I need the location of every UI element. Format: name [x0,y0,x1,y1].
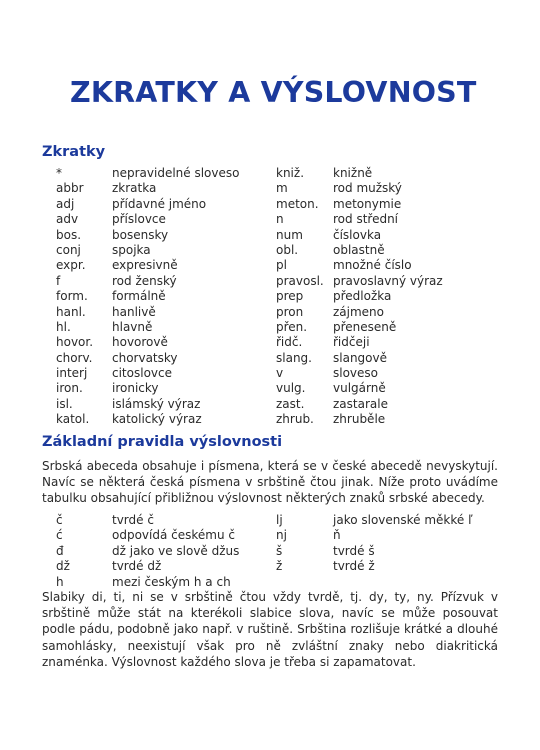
abbreviation: řidč. [276,335,303,350]
letter: lj [276,513,283,527]
abbreviation: conj [56,242,81,257]
abbreviation-meaning: přeneseně [333,319,397,334]
letter: š [276,543,283,558]
abbreviation: zhrub. [276,412,314,427]
abbreviation-meaning: ironicky [112,381,159,396]
abbreviation-meaning: hlavně [112,319,153,334]
abbreviation: meton. [276,196,319,211]
abbreviation: interj [56,366,88,381]
page-title: ZKRATKY A VÝSLOVNOST [70,76,477,109]
abbreviation-meaning: pravoslavný výraz [333,273,443,288]
abbreviation-meaning: zhruběle [333,412,386,427]
abbreviation: hanl. [56,304,86,319]
abbreviation-meaning: zastarale [333,396,388,411]
abbreviation: prep [276,289,304,304]
abbreviation-meaning: sloveso [333,366,379,381]
abbreviation-meaning: citoslovce [112,366,172,381]
abbreviation-meaning: číslovka [333,227,382,242]
letter: dž [56,559,70,574]
letter-pronunciation: jako slovenské měkké ľ [333,513,473,527]
abbreviation-meaning: oblastně [333,242,385,257]
abbreviation: slang. [276,350,312,365]
abbreviation: m [276,181,288,196]
letter: ć [56,528,63,543]
abbreviation-meaning: formálně [112,289,166,304]
abbreviation-meaning: vulgárně [333,381,386,396]
abbreviation: f [56,273,61,288]
letter: h [56,574,64,589]
letter-pronunciation: tvrdé ž [333,559,375,574]
abbreviation: * [56,166,62,180]
letter-pronunciation: mezi českým h a ch [112,574,231,589]
letter-pronunciation: ň [333,528,341,543]
abbreviation: adv [56,212,79,227]
abbreviation: abbr [56,181,84,196]
abbreviation: pravosl. [276,273,324,288]
abbreviation-meaning: předložka [333,289,392,304]
abbreviation: v [276,366,284,381]
letter: nj [276,528,287,543]
abbreviation-meaning: metonymie [333,196,402,211]
abbreviation: kniž. [276,166,305,180]
abbreviation: bos. [56,227,82,242]
abbreviation: adj [56,196,75,211]
abbreviation-meaning: knižně [333,166,373,180]
abbreviation-meaning: bosensky [112,227,169,242]
abbreviation-meaning: zkratka [112,181,157,196]
abbreviation-meaning: zájmeno [333,304,385,319]
abbreviations-heading: Zkratky [42,144,106,160]
abbreviation-meaning: příslovce [112,212,166,227]
abbreviation-meaning: spojka [112,242,151,257]
letter: đ [56,543,64,558]
abbreviation-meaning: rod střední [333,212,399,227]
abbreviation: iron. [56,381,83,396]
abbreviation-meaning: rod ženský [112,273,177,288]
abbreviation-meaning: expresivně [112,258,178,273]
abbreviation-meaning: hanlivě [112,304,156,319]
abbreviation-meaning: islámský výraz [112,396,201,411]
abbreviation: num [276,227,303,242]
abbreviation-meaning: hovorově [112,335,168,350]
letter-pronunciation: dž jako ve slově džus [112,543,240,558]
abbreviation: chorv. [56,350,93,365]
abbreviation: hovor. [56,335,94,350]
abbreviation: zast. [276,396,305,411]
abbreviation-meaning: chorvatsky [112,350,178,365]
pronunciation-intro: Srbská abeceda obsahuje i písmena, která se v české abecedě nevyskytují. Navíc se některá česká písmena v srbštině čtou jinak. Níže proto uvádíme tabulku obsahující přibližnou výslovnost některých znaků srbské abecedy. [42,459,498,506]
abbreviation-meaning: slangově [333,350,387,365]
abbreviation: expr. [56,258,86,273]
abbreviation-meaning: nepravidelné sloveso [112,166,240,180]
letter: ž [276,559,283,574]
abbreviation: přen. [276,319,308,334]
abbreviation-meaning: katolický výraz [112,412,202,427]
letter-pronunciation: tvrdé dž [112,559,162,574]
abbreviation-meaning: rod mužský [333,181,402,196]
pronunciation-heading: Základní pravidla výslovnosti [42,434,283,450]
abbreviation: isl. [56,396,73,411]
abbreviation: form. [56,289,88,304]
abbreviation: pron [276,304,304,319]
abbreviation-meaning: řidčeji [333,335,370,350]
abbreviation: pl [276,258,287,273]
letter-pronunciation: odpovídá českému č [112,528,235,543]
abbreviation: katol. [56,412,90,427]
letter-pronunciation: tvrdé č [112,513,154,527]
letter-pronunciation: tvrdé š [333,543,375,558]
abbreviation: obl. [276,242,299,257]
abbreviation: vulg. [276,381,306,396]
letter: č [56,513,63,527]
pronunciation-notes: Slabiky di, ti, ni se v srbštině čtou vždy tvrdě, tj. dy, ty, ny. Přízvuk v srbštině může stát na kterékoli slabice slova, navíc se může posouvat podle pádu, podobně jako např. v ruštině. Srbština rozlišuje krátké a dlouhé samohlásky, neexistují však pro ně zvláštní znaky nebo diakritická znaménka. Výslovnost každého slova je třeba si zapamatovat. [42,590,498,669]
abbreviation-meaning: množné číslo [333,258,412,273]
abbreviation: hl. [56,319,71,334]
abbreviation: n [276,212,284,227]
abbreviation-meaning: přídavné jméno [112,196,207,211]
